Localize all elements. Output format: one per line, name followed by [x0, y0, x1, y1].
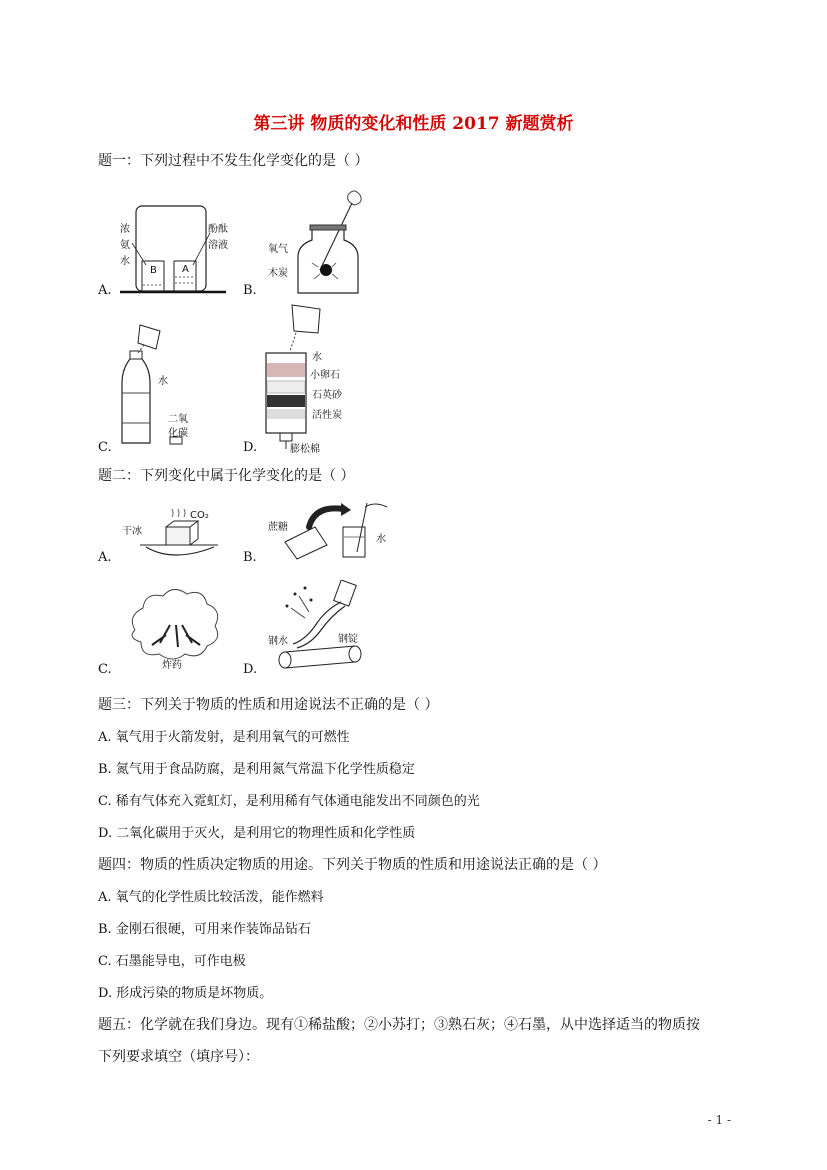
q1-figure-b: [290, 185, 370, 300]
q1a-label-l1: 浓: [120, 224, 130, 235]
q1c-label-co2b: 化碳: [168, 428, 188, 439]
q1a-label-r2: 溶液: [208, 240, 228, 251]
q2c-label-explosive: 炸药: [162, 660, 182, 671]
question-2-stem: 题二：下列变化中属于化学变化的是（ ）: [98, 468, 355, 484]
q1-option-b: B.: [243, 283, 257, 298]
q2-figure-d: [265, 580, 375, 675]
q1c-label-water: 水: [158, 376, 168, 387]
page-number: - 1 -: [707, 1113, 731, 1127]
q2-option-d: D.: [243, 662, 258, 677]
q1d-label-sand: 石英砂: [312, 390, 342, 401]
q4-option-b: B. 金刚石很硬，可用来作装饰品钻石: [98, 922, 311, 937]
q2d-label-ingot: 钢锭: [338, 634, 358, 645]
question-5-line-2: 下列要求填空（填序号）：: [98, 1049, 259, 1065]
q2b-label-water: 水: [376, 534, 386, 545]
q2a-label-co2: CO₂: [190, 510, 209, 521]
q1d-label-pebble: 小卵石: [310, 370, 340, 381]
q3-option-a: A. 氧气用于火箭发射，是利用氧气的可燃性: [98, 730, 350, 745]
q1-option-d: D.: [243, 440, 258, 455]
q1a-label-l3: 水: [120, 256, 130, 267]
question-4-stem: 题四：物质的性质决定物质的用途。下列关于物质的性质和用途说法正确的是（ ）: [98, 857, 607, 873]
q1b-label-charcoal: 木炭: [268, 268, 288, 279]
q1d-label-carbon: 活性炭: [312, 410, 342, 421]
q1a-label-l2: 氨: [120, 240, 130, 251]
q1a-label-r1: 酚酞: [208, 224, 228, 235]
q2-option-b: B.: [243, 550, 257, 565]
q3-option-d: D. 二氧化碳用于灭火，是利用它的物理性质和化学性质: [98, 826, 416, 841]
question-3-stem: 题三：下列关于物质的性质和用途说法不正确的是（ ）: [98, 697, 439, 713]
q2a-label-dryice: 干冰: [122, 526, 142, 537]
q2-option-c: C.: [98, 662, 112, 677]
q4-option-c: C. 石墨能导电，可作电极: [98, 954, 246, 969]
q3-option-b: B. 氮气用于食品防腐，是利用氮气常温下化学性质稳定: [98, 762, 415, 777]
q2d-label-molten: 钢水: [268, 636, 288, 647]
q1-option-c: C.: [98, 440, 112, 455]
page-title: 第三讲 物质的变化和性质 2017 新题赏析: [253, 114, 574, 134]
q1a-box-a: A: [182, 264, 189, 275]
q1b-label-oxygen: 氧气: [268, 244, 288, 255]
question-5-line-1: 题五：化学就在我们身边。现有①稀盐酸；②小苏打；③熟石灰；④石墨，从中选择适当的物质按: [98, 1017, 700, 1033]
q1d-label-cotton: 膨松棉: [290, 444, 320, 455]
q1c-label-co2a: 二氧: [168, 414, 188, 425]
q1d-label-water: 水: [312, 352, 322, 363]
q1-option-a: A.: [98, 283, 112, 298]
q4-option-d: D. 形成污染的物质是坏物质。: [98, 986, 273, 1001]
question-1-stem: 题一：下列过程中不发生化学变化的是（ ）: [98, 153, 369, 169]
q4-option-a: A. 氧气的化学性质比较活泼，能作燃料: [98, 890, 324, 905]
q1a-box-b: B: [150, 265, 157, 276]
q2b-label-sugar: 蔗糖: [268, 522, 288, 533]
q3-option-c: C. 稀有气体充入霓虹灯，是利用稀有气体通电能发出不同颜色的光: [98, 794, 480, 809]
q2-option-a: A.: [98, 550, 112, 565]
